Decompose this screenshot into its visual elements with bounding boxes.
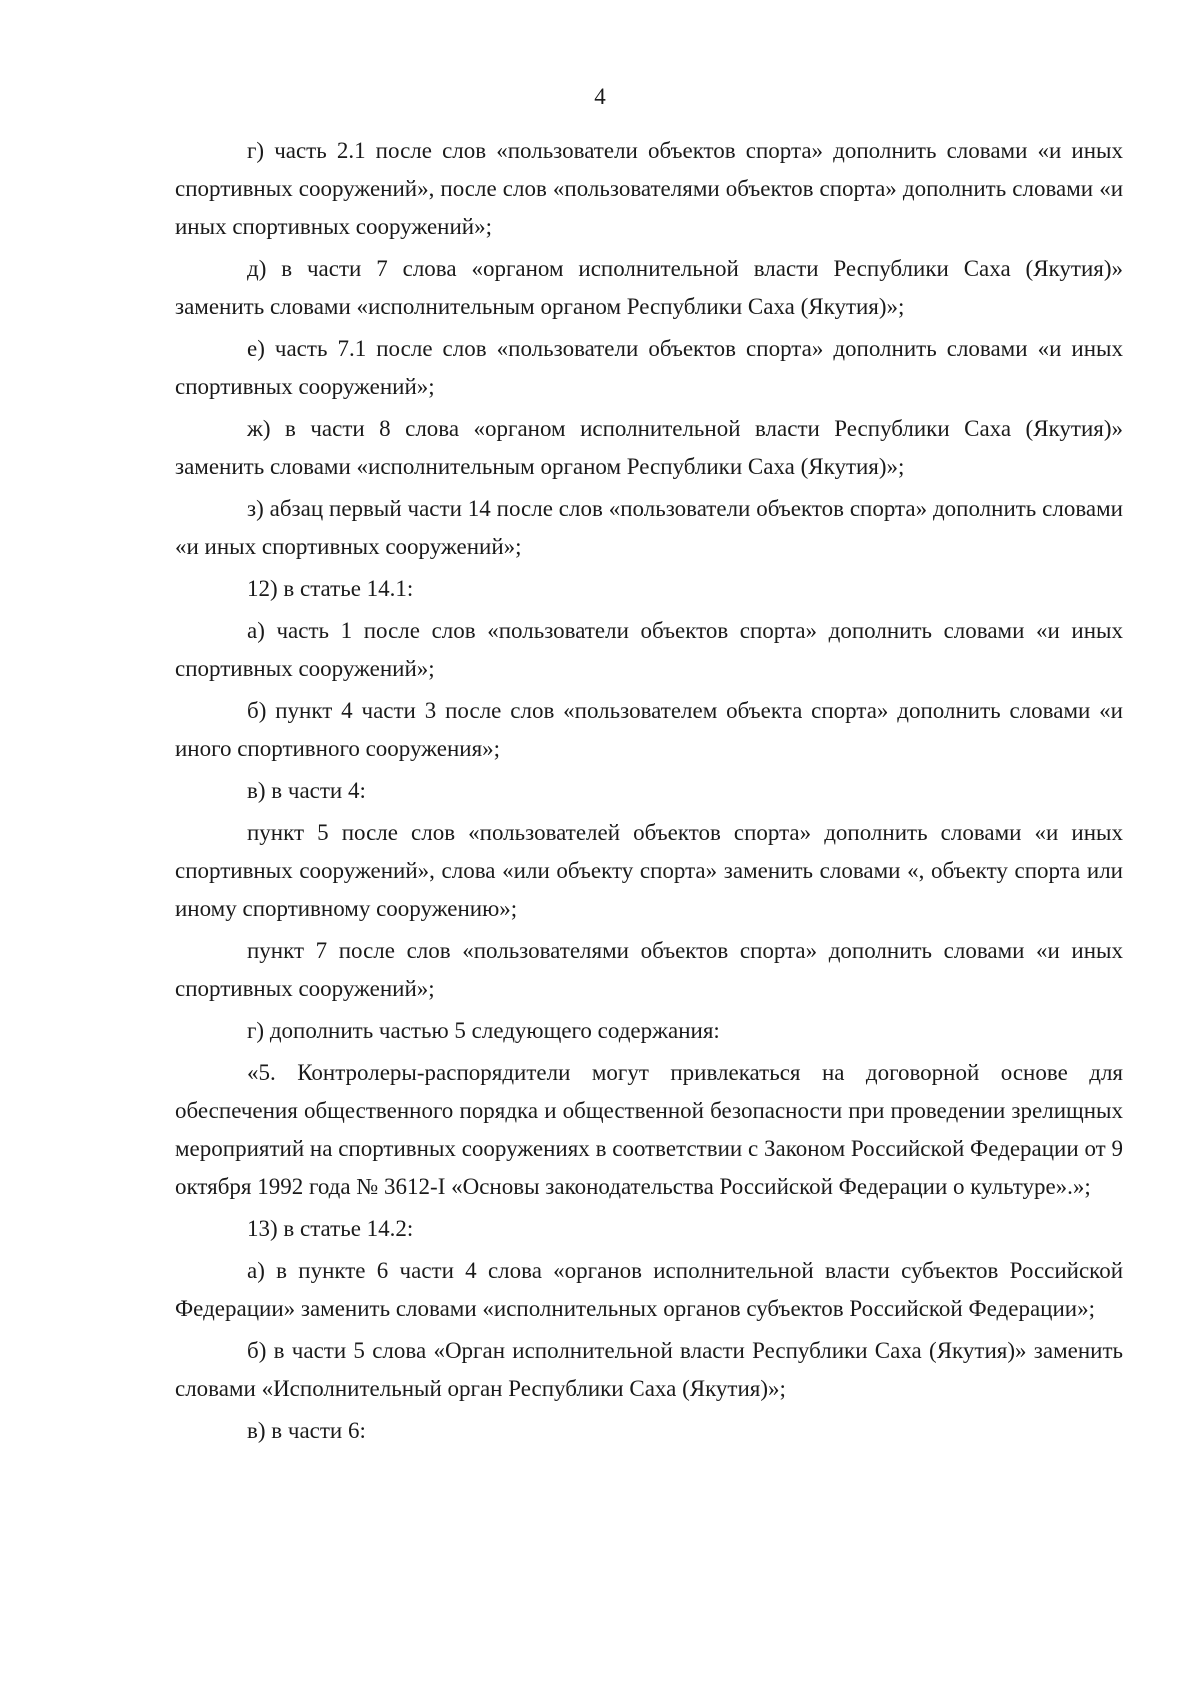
paragraph: в) в части 6: <box>247 1418 366 1443</box>
paragraph: ж) в части 8 слова «органом исполнительной власти Республики Саха (Якутия)» заменить словами «исполнительным органом Республики Саха (Якутия)»; <box>175 416 1123 479</box>
paragraph: б) в части 5 слова «Орган исполнительной власти Республики Саха (Якутия)» заменить словами «Исполнительный орган Республики Саха (Якутия)»; <box>175 1338 1123 1401</box>
page-number: 4 <box>594 84 606 109</box>
paragraph: д) в части 7 слова «органом исполнительной власти Республики Саха (Якутия)» заменить словами «исполнительным органом Республики Саха (Якутия)»; <box>175 256 1123 319</box>
paragraph: е) часть 7.1 после слов «пользователи объектов спорта» дополнить словами «и иных спортивных сооружений»; <box>175 336 1123 399</box>
paragraph: г) часть 2.1 после слов «пользователи объектов спорта» дополнить словами «и иных спортивных сооружений», после слов «пользователями объектов спорта» дополнить словами «и иных спортивных сооружений»; <box>175 138 1123 239</box>
paragraph: г) дополнить частью 5 следующего содержания: <box>247 1018 720 1043</box>
paragraph: в) в части 4: <box>247 778 366 803</box>
paragraph: з) абзац первый части 14 после слов «пользователи объектов спорта» дополнить словами «и иных спортивных сооружений»; <box>175 496 1123 559</box>
paragraph: пункт 7 после слов «пользователями объектов спорта» дополнить словами «и иных спортивных сооружений»; <box>175 938 1123 1001</box>
paragraph: б) пункт 4 части 3 после слов «пользователем объекта спорта» дополнить словами «и иного спортивного сооружения»; <box>175 698 1123 761</box>
paragraph: а) часть 1 после слов «пользователи объектов спорта» дополнить словами «и иных спортивных сооружений»; <box>175 618 1123 681</box>
paragraph: пункт 5 после слов «пользователей объектов спорта» дополнить словами «и иных спортивных сооружений», слова «или объекту спорта» заменить словами «, объекту спорта или иному спортивному сооружению»; <box>175 820 1123 921</box>
paragraph: 12) в статье 14.1: <box>247 576 414 601</box>
paragraph: 13) в статье 14.2: <box>247 1216 414 1241</box>
paragraph: «5. Контролеры-распорядители могут привлекаться на договорной основе для обеспечения общественного порядка и общественной безопасности при проведении зрелищных мероприятий на спортивных сооружениях в соответствии с Законом Российской Федерации от 9 октября 1992 года № 3612-I «Основы законодательства Российской Федерации о культуре».»; <box>175 1060 1123 1199</box>
document-body <box>175 132 1123 1454</box>
paragraph: а) в пункте 6 части 4 слова «органов исполнительной власти субъектов Российской Федерации» заменить словами «исполнительных органов субъектов Российской Федерации»; <box>175 1258 1123 1321</box>
